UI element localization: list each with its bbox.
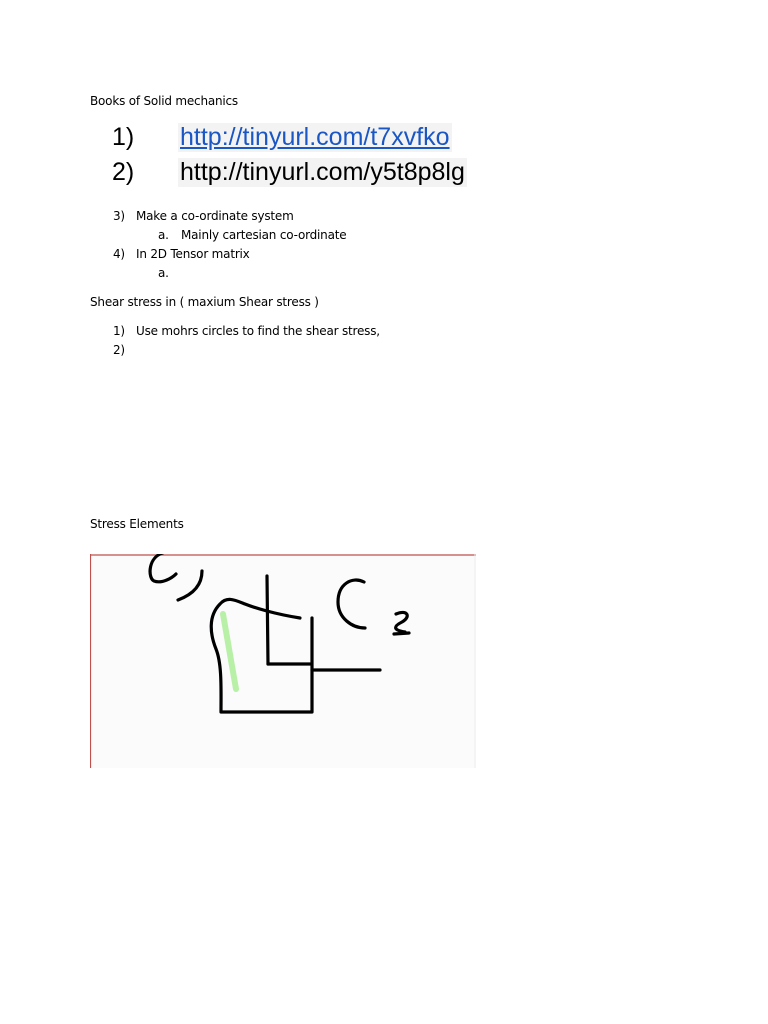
- link-1-number: 1): [112, 123, 135, 151]
- list2-item-1-number: 1): [113, 324, 125, 338]
- vertical-axis-line: [267, 576, 268, 664]
- list2-item-1-text: Use mohrs circles to find the shear stress,: [136, 324, 380, 338]
- link-2-number: 2): [112, 158, 135, 186]
- heading-stress-elements: Stress Elements: [90, 517, 184, 531]
- list-item-4a-letter: a.: [158, 266, 169, 280]
- list-item-3a-letter: a.: [158, 228, 169, 242]
- stress-element-sketch: [90, 554, 476, 768]
- heading-books: Books of Solid mechanics: [90, 94, 238, 108]
- list-item-4-number: 4): [113, 247, 125, 261]
- list-item-4-text: In 2D Tensor matrix: [136, 247, 250, 261]
- list-item-3-number: 3): [113, 209, 125, 223]
- tinyurl-link-1[interactable]: http://tinyurl.com/t7xvfko: [180, 123, 450, 151]
- sketch-background: [90, 554, 476, 768]
- list2-item-2-number: 2): [113, 343, 125, 357]
- list-item-3a-text: Mainly cartesian co-ordinate: [181, 228, 347, 242]
- tinyurl-url-2: http://tinyurl.com/y5t8p8lg: [180, 158, 465, 186]
- list-item-3-text: Make a co-ordinate system: [136, 209, 294, 223]
- heading-shear-stress: Shear stress in ( maxium Shear stress ): [90, 295, 319, 309]
